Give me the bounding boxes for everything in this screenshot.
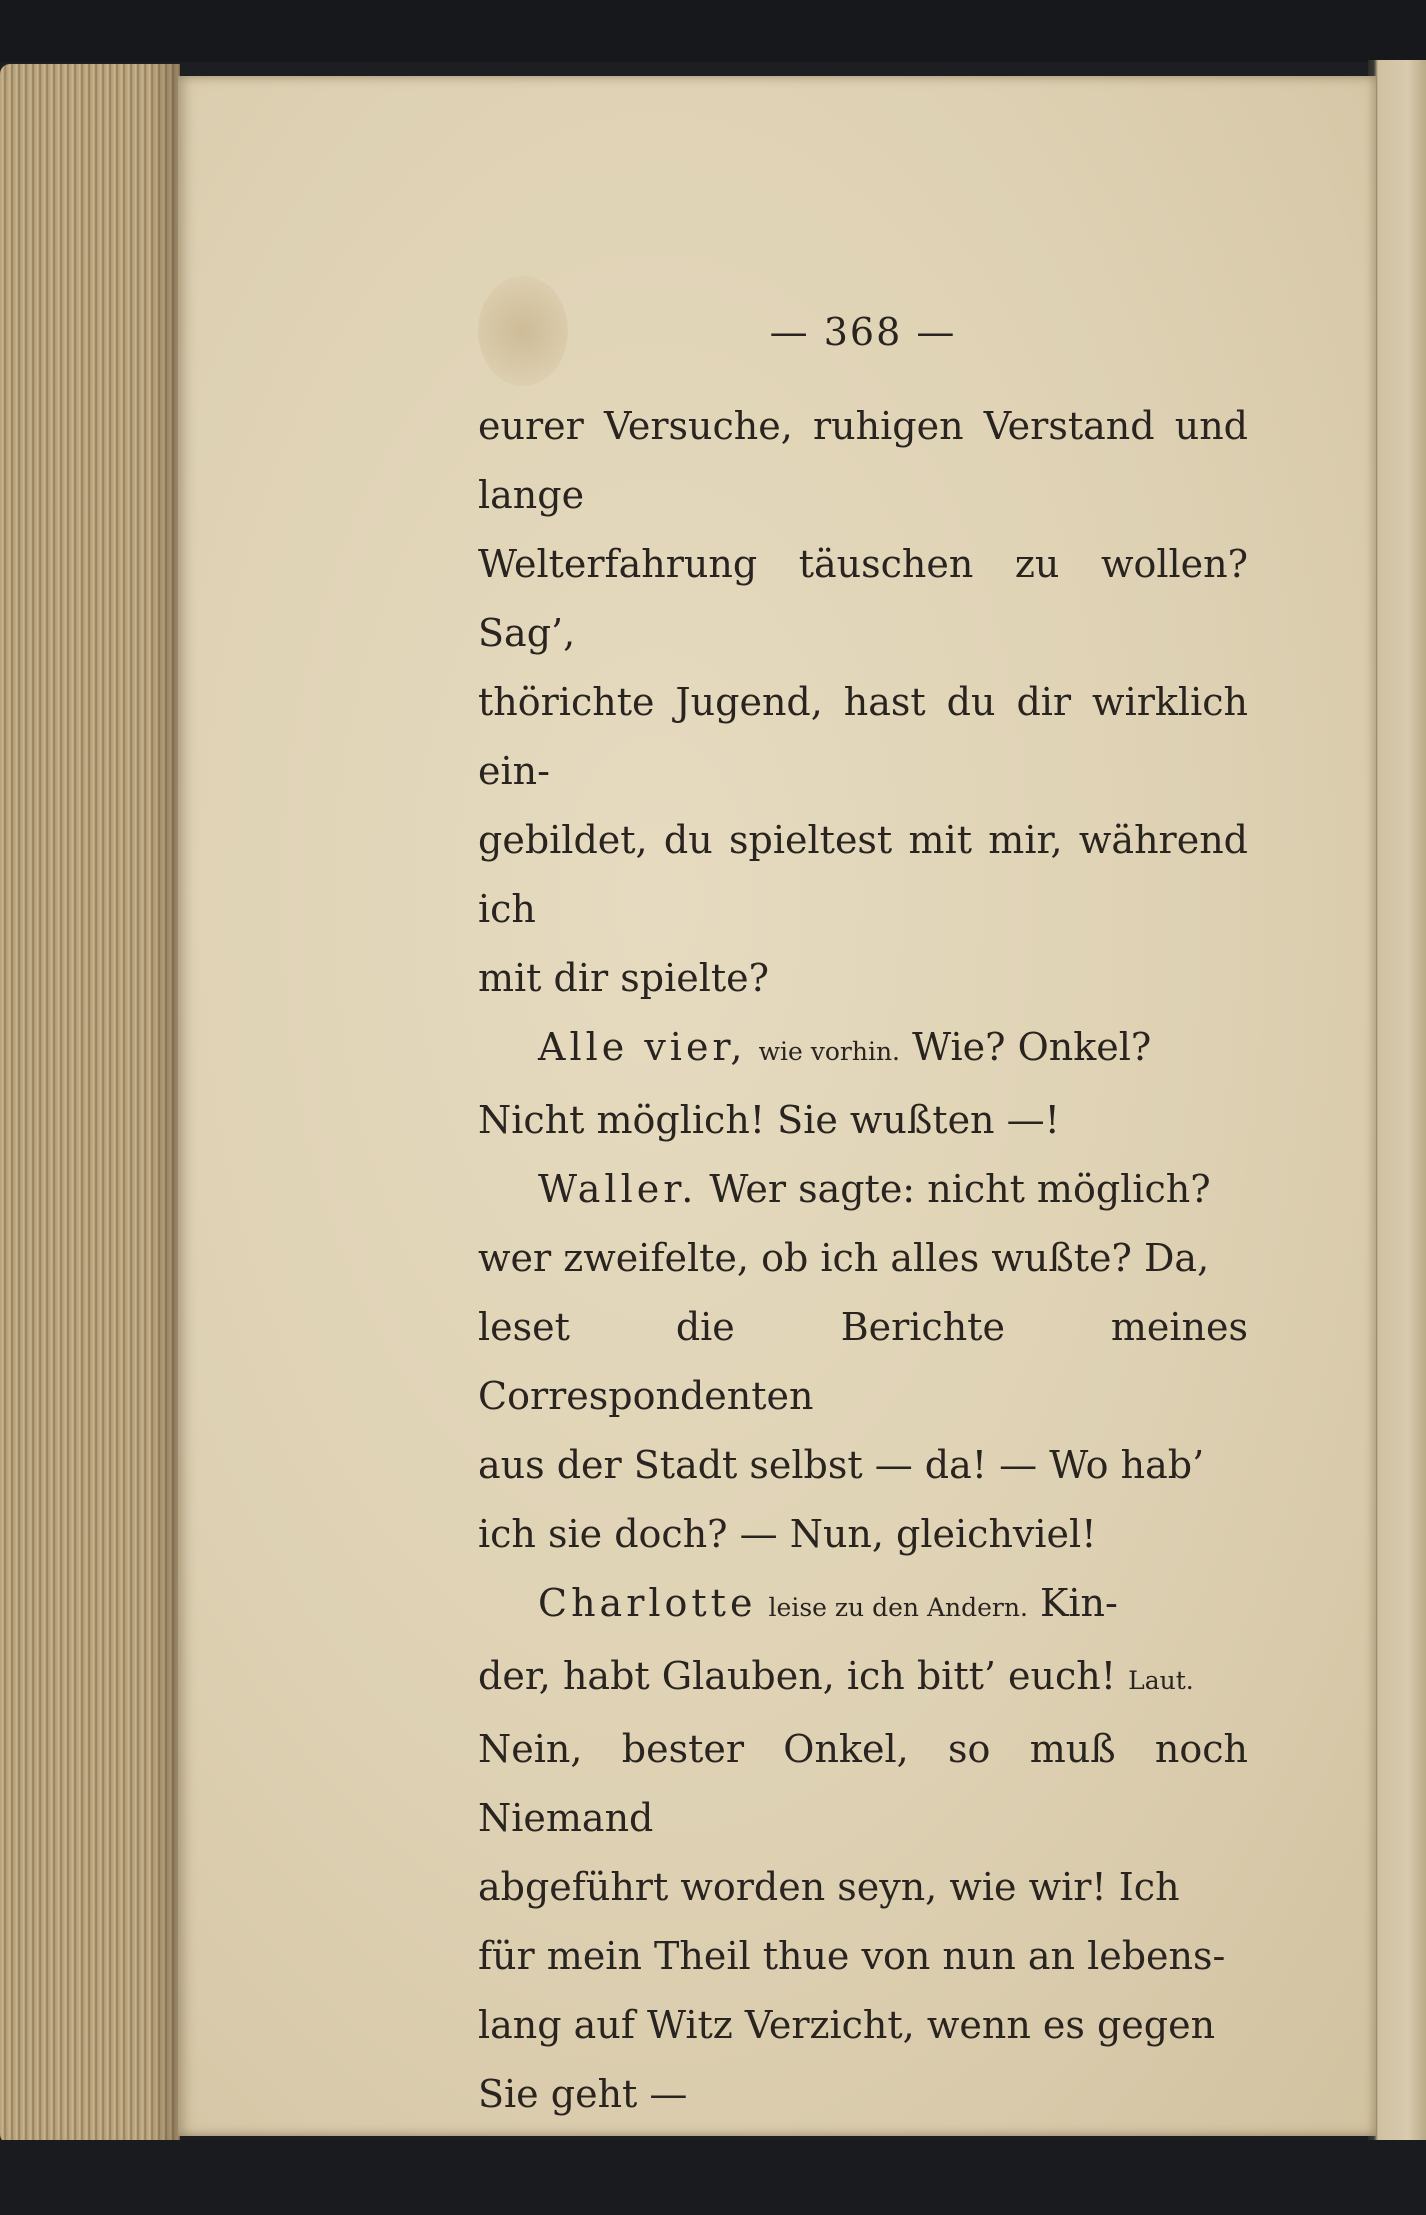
text-line: Nicht möglich! Sie wußten —! bbox=[478, 1098, 1060, 1142]
page-text bbox=[478, 310, 1248, 2129]
text-line: Welterfahrung täuschen zu wollen? Sag’, bbox=[478, 542, 1248, 655]
stage-direction: leise zu den Andern. bbox=[768, 1593, 1028, 1622]
text-line: der, habt Glauben, ich bitt’ euch! bbox=[478, 1654, 1117, 1698]
right-page-edge bbox=[1368, 60, 1426, 2150]
text-line: Wer sagte: nicht möglich? bbox=[709, 1167, 1211, 1211]
speaker-name: Waller. bbox=[538, 1167, 698, 1211]
text-line: leset die Berichte meines Correspondenten bbox=[478, 1305, 1248, 1418]
stage-direction: Laut. bbox=[1128, 1666, 1194, 1695]
text-line: Nein, bester Onkel, so muß noch Niemand bbox=[478, 1727, 1248, 1840]
text-line: Wie? Onkel? bbox=[912, 1025, 1152, 1069]
paragraph-3 bbox=[478, 1155, 1248, 1569]
text-line: mit dir spielte? bbox=[478, 956, 770, 1000]
stage-direction: wie vorhin. bbox=[758, 1037, 900, 1066]
paragraph-4 bbox=[478, 1569, 1248, 2129]
paragraph-2 bbox=[478, 1013, 1248, 1155]
speaker-name: Alle vier, bbox=[538, 1025, 747, 1069]
text-line: aus der Stadt selbst — da! — Wo hab’ bbox=[478, 1443, 1205, 1487]
paragraph-1 bbox=[478, 392, 1248, 1013]
text-line: ich sie doch? — Nun, gleichviel! bbox=[478, 1512, 1097, 1556]
text-line: Kin- bbox=[1040, 1581, 1118, 1625]
text-line: gebildet, du spieltest mit mir, während ich bbox=[478, 818, 1248, 931]
text-line: für mein Theil thue von nun an lebens- bbox=[478, 1934, 1226, 1978]
text-line: lang auf Witz Verzicht, wenn es gegen bbox=[478, 2003, 1216, 2047]
scan-background-bottom bbox=[0, 2140, 1426, 2215]
text-line: wer zweifelte, ob ich alles wußte? Da, bbox=[478, 1236, 1210, 1280]
text-line: eurer Versuche, ruhigen Verstand und lange bbox=[478, 404, 1248, 517]
page-stack-edge bbox=[0, 64, 180, 2144]
text-line: Sie geht — bbox=[478, 2072, 688, 2116]
page-number: — 368 — bbox=[769, 310, 957, 354]
text-line: abgeführt worden seyn, wie wir! Ich bbox=[478, 1865, 1180, 1909]
text-line: thörichte Jugend, hast du dir wirklich ein- bbox=[478, 680, 1248, 793]
speaker-name: Charlotte bbox=[538, 1581, 757, 1625]
scan-background-top bbox=[0, 0, 1426, 62]
